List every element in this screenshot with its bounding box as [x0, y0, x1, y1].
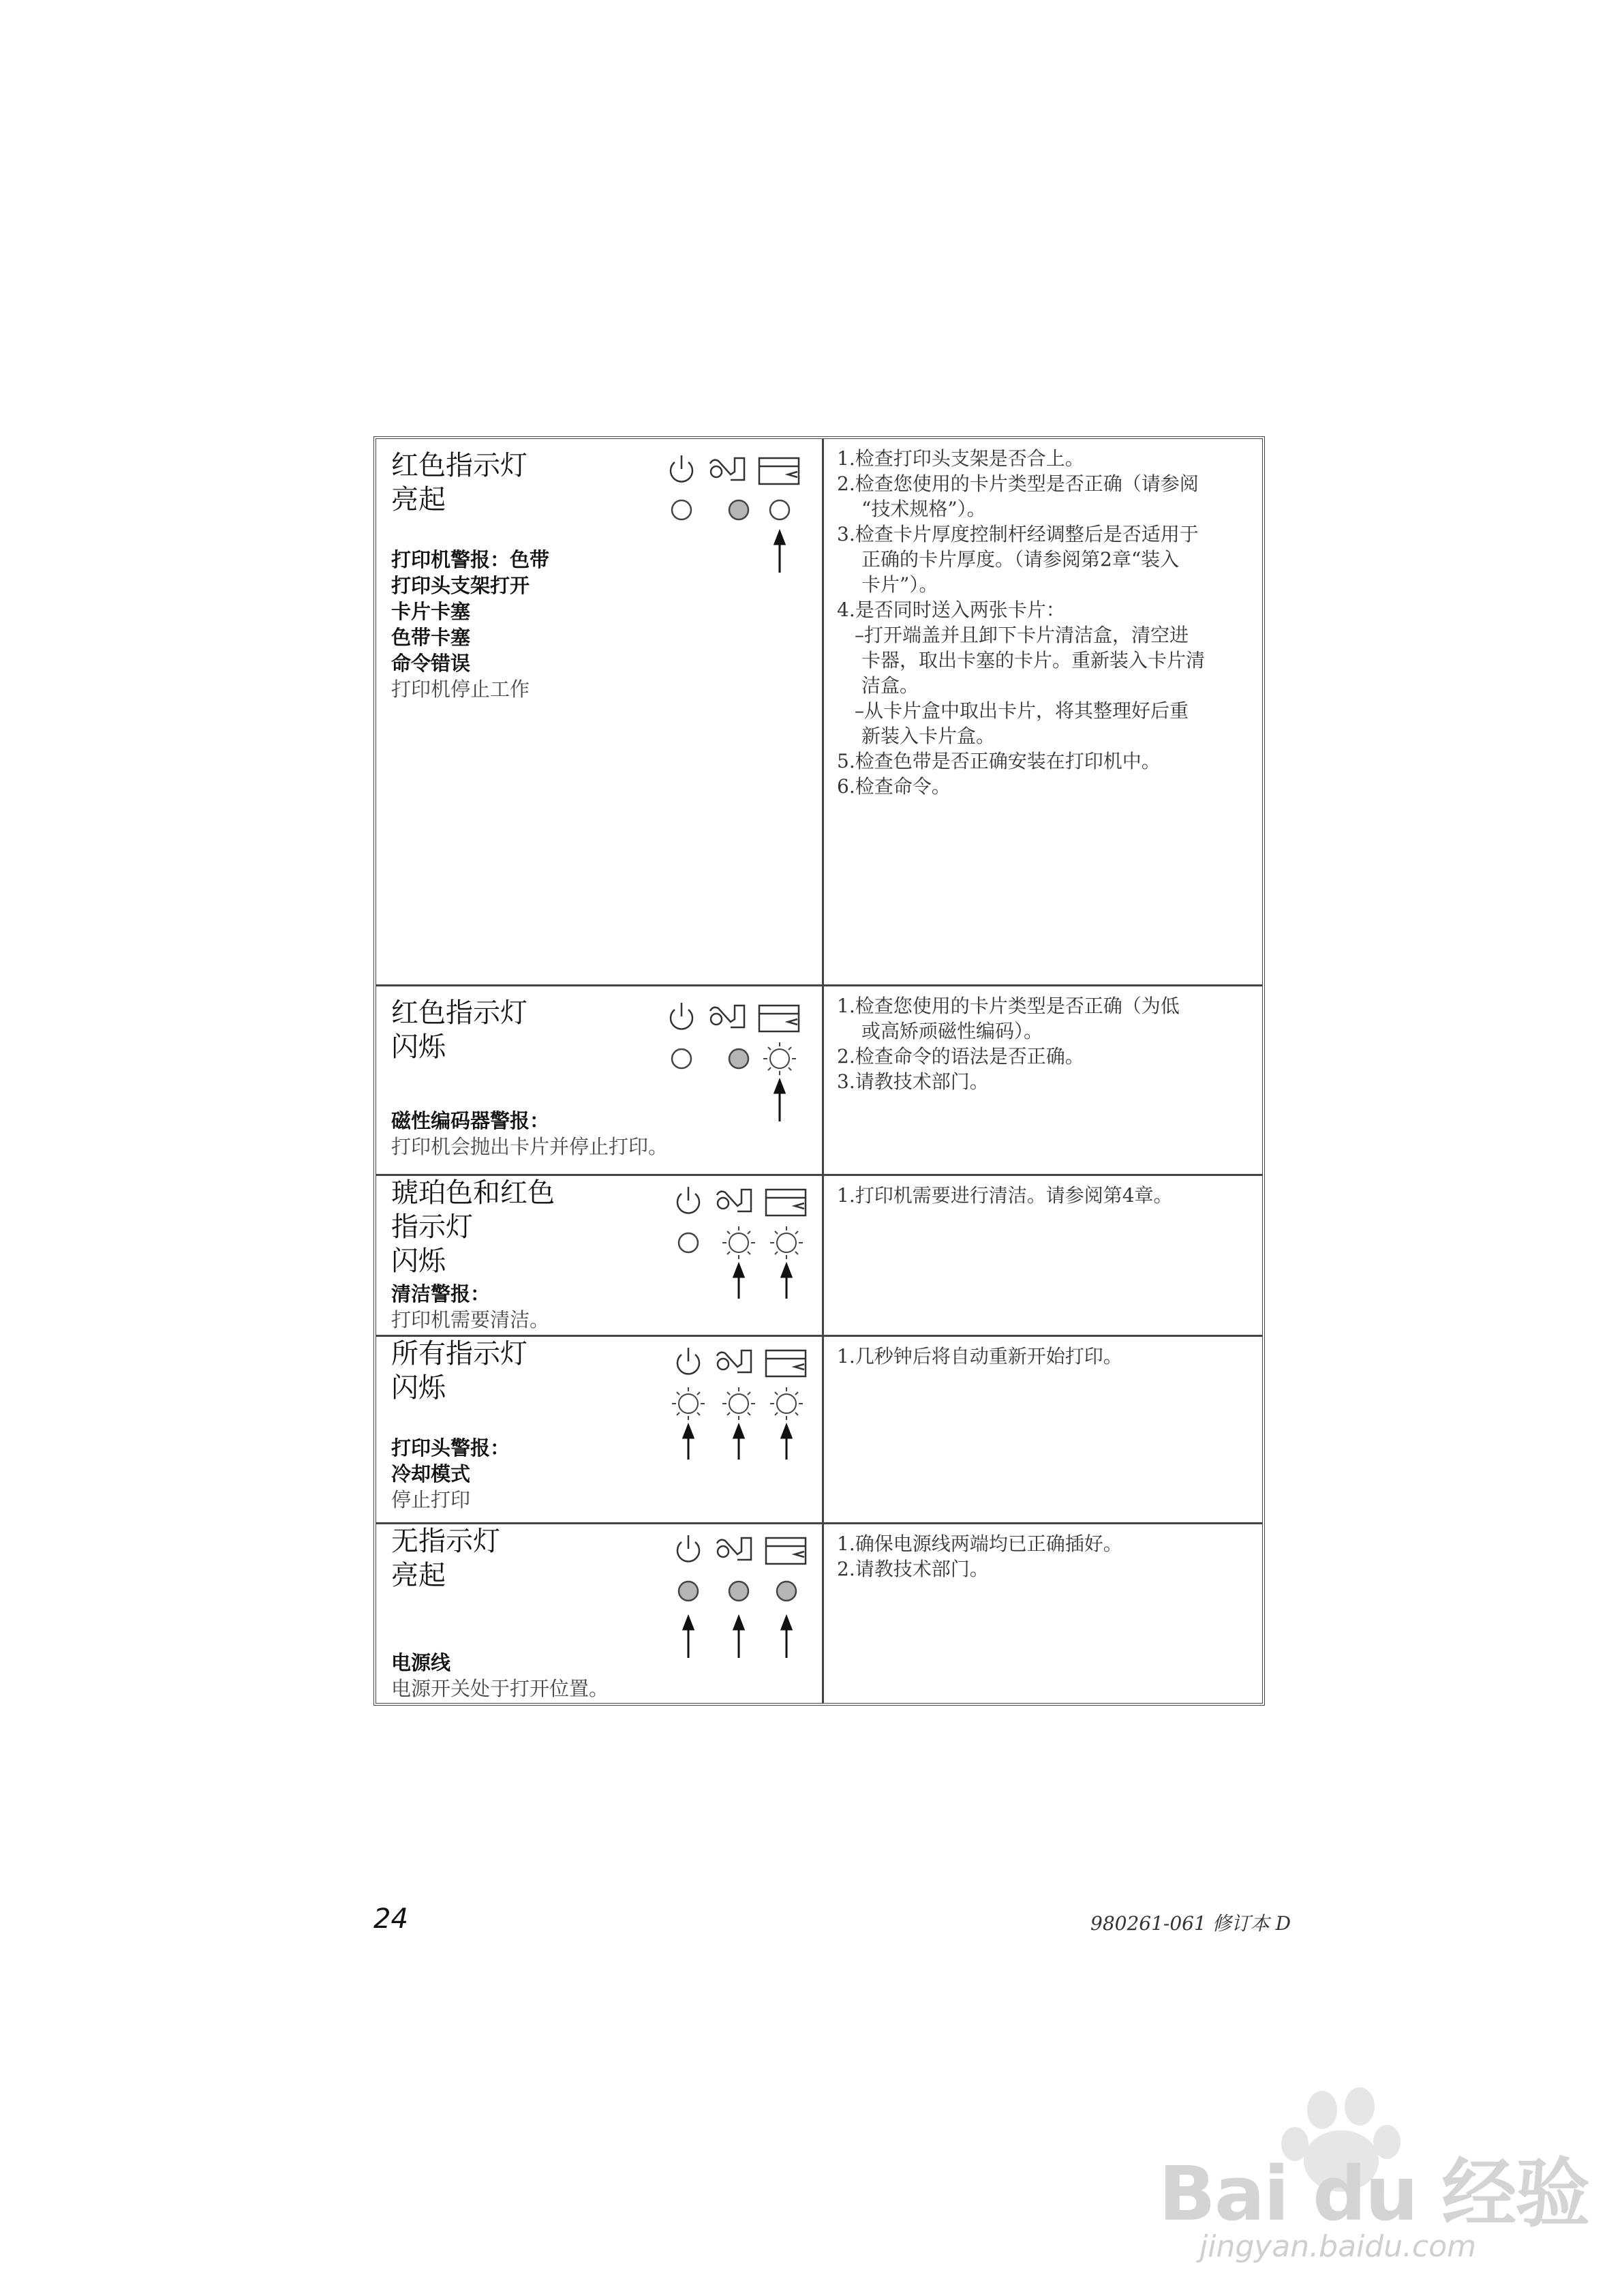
watermark-url: jingyan.baidu.com [1199, 2229, 1477, 2264]
status-heading: 红色指示灯 亮起 [391, 450, 527, 515]
arrow-up-icon [775, 1081, 784, 1121]
ribbon-icon [710, 458, 744, 480]
action-list: 1.确保电源线两端均已正确插好。 2.请教技术部门。 [837, 1532, 1122, 1580]
power-icon [677, 1535, 699, 1561]
card-icon [766, 1190, 806, 1215]
table-row [376, 1337, 1262, 1522]
arrow-up-icon [734, 1617, 744, 1658]
led-on-icon [679, 1582, 698, 1601]
alert-list: 打印机警报：色带 打印头支架打开 卡片卡塞 色带卡塞 命令错误 打印机停止工作 [391, 548, 550, 701]
arrow-up-icon [775, 532, 784, 573]
action-list: 1.检查您使用的卡片类型是否正确（为低 或高矫顽磁性编码）。 2.检查命令的语法是否正确。 3.请教技术部门。 [837, 995, 1180, 1093]
ribbon-icon [717, 1190, 751, 1211]
arrow-up-icon [782, 1425, 791, 1460]
arrow-up-icon [782, 1617, 791, 1658]
status-heading: 无指示灯 亮起 [391, 1526, 500, 1591]
baidu-logo: Bai du 经验 [1159, 2150, 1589, 2237]
arrow-up-icon [734, 1265, 744, 1299]
alert-list: 电源线 电源开关处于打开位置。 [391, 1651, 609, 1700]
indicator-panel [664, 1183, 841, 1360]
power-icon [671, 1003, 692, 1029]
status-cell [391, 1337, 814, 1522]
status-heading: 红色指示灯 闪烁 [391, 997, 527, 1063]
status-heading: 琥珀色和红色 指示灯 闪烁 [391, 1177, 555, 1277]
power-icon [677, 1187, 699, 1213]
led-off-icon [672, 500, 691, 519]
action-list: 1.检查打印头支架是否合上。 2.检查您使用的卡片类型是否正确（请参阅 “技术规格”）。 3.检查卡片厚度控制杆经调整后是否适用于 正确的卡片厚度。（请参阅第2章“装入 卡片”）。 4.是否同时送入两张卡片： –打开端盖并且卸下卡片清洁盒，清空进 卡器，取出卡塞的卡片。重新装入卡片清 洁盒。 –从卡片盒中取出卡片，将其整理好后重 新装入卡片盒。 5.检查色带是否正确安装在打印机中。 6.检查命令。 [837, 447, 1206, 798]
troubleshooting-table [373, 436, 1265, 1706]
arrow-up-icon [734, 1425, 744, 1460]
ribbon-icon [717, 1538, 751, 1560]
led-flashing-icon [763, 1042, 796, 1075]
alert-list: 清洁警报： 打印机需要清洁。 [391, 1282, 550, 1331]
action-list: 1.打印机需要进行清洁。请参阅第4章。 [837, 1184, 1173, 1207]
table-row [376, 439, 1262, 984]
alert-list: 打印头警报： 冷却模式 停止打印 [391, 1436, 510, 1511]
status-heading: 所有指示灯 闪烁 [391, 1338, 527, 1404]
power-icon [671, 455, 692, 481]
led-flashing-icon [672, 1387, 705, 1420]
card-icon [759, 458, 799, 484]
indicator-panel [664, 999, 841, 1176]
table-row [376, 1524, 1262, 1706]
card-icon [766, 1350, 806, 1376]
page-number: 24 [373, 1903, 408, 1935]
ribbon-icon [717, 1350, 751, 1372]
arrow-up-icon [684, 1617, 693, 1658]
led-flashing-icon [722, 1226, 755, 1259]
led-flashing-icon [770, 1387, 803, 1420]
ribbon-icon [710, 1006, 744, 1027]
led-on-icon [777, 1582, 796, 1601]
action-list: 1.几秒钟后将自动重新开始打印。 [837, 1345, 1122, 1368]
status-cell [391, 1524, 814, 1706]
status-cell [391, 986, 814, 1174]
arrow-up-icon [782, 1265, 791, 1299]
table-row [376, 1176, 1262, 1335]
led-flashing-icon [770, 1226, 803, 1259]
status-cell [391, 439, 814, 984]
led-on-icon [729, 1049, 748, 1068]
led-on-icon [729, 1582, 748, 1601]
alert-list: 磁性编码器警报： 打印机会抛出卡片并停止打印。 [391, 1109, 669, 1158]
arrow-up-icon [684, 1425, 693, 1460]
led-off-icon [770, 500, 789, 519]
status-cell [391, 1176, 814, 1335]
power-icon [677, 1348, 699, 1374]
led-on-icon [729, 500, 748, 519]
card-icon [759, 1006, 799, 1031]
indicator-panel [664, 1531, 841, 1708]
led-off-icon [672, 1049, 691, 1068]
revision-label: 980261-061 修订本 D [1090, 1912, 1291, 1935]
indicator-panel [664, 1344, 841, 1521]
led-flashing-icon [722, 1387, 755, 1420]
indicator-panel [664, 451, 841, 629]
table-row [376, 986, 1262, 1174]
led-off-icon [679, 1233, 698, 1252]
card-icon [766, 1538, 806, 1564]
